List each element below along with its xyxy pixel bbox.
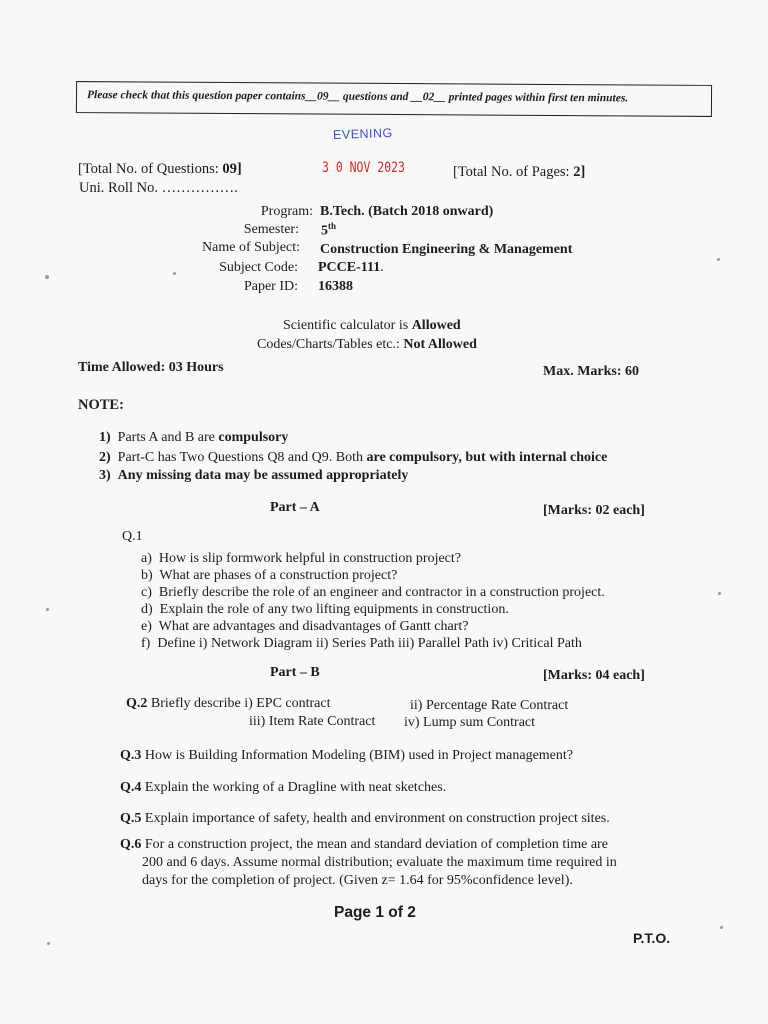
scan-speck	[720, 926, 723, 929]
q6-line-2: 200 and 6 days. Assume normal distribution; evaluate the maximum time required in	[142, 855, 617, 870]
q6-line-1: Q.6 For a construction project, the mean and standard deviation of completion time are	[120, 837, 608, 852]
note-title: NOTE:	[78, 397, 124, 413]
q2-option-iv: iv) Lump sum Contract	[404, 715, 536, 730]
part-b-marks: [Marks: 04 each]	[543, 668, 645, 683]
scan-speck	[717, 258, 720, 261]
total-pages: [Total No. of Pages: 2]	[453, 164, 586, 180]
part-a-title: Part – A	[270, 500, 320, 515]
q1-item-f: f) Define i) Network Diagram ii) Series Path iii) Parallel Path iv) Critical Path	[141, 636, 582, 651]
semester-label: Semester:	[243, 222, 299, 237]
note-item-3: 3) Any missing data may be assumed appropriately	[99, 468, 409, 483]
banner-text: Please check that this question paper contains__09__ questions and __02__ printed pages within first ten minutes.	[86, 89, 629, 105]
scan-speck	[45, 275, 49, 279]
code-value: PCCE-111.	[318, 260, 384, 275]
scan-speck	[46, 608, 49, 611]
part-b-title: Part – B	[270, 665, 320, 680]
scan-speck	[173, 272, 176, 275]
instruction-banner	[76, 81, 712, 117]
evening-stamp: EVENING	[332, 125, 393, 143]
q3: Q.3 How is Building Information Modeling (BIM) used in Project management?	[120, 748, 573, 763]
paper-id-label: Paper ID:	[243, 279, 298, 294]
q5: Q.5 Explain importance of safety, health and environment on construction project sites.	[120, 811, 610, 826]
q2: Q.2 Briefly describe i) EPC contract	[126, 696, 331, 711]
scan-speck	[718, 592, 721, 595]
semester-value: 5th	[321, 221, 337, 239]
program-label: Program:	[260, 204, 313, 219]
subject-value: Construction Engineering & Management	[320, 242, 573, 257]
q1-label: Q.1	[122, 529, 143, 544]
calculator-rule: Scientific calculator is Allowed	[283, 318, 461, 333]
q4: Q.4 Explain the working of a Dragline with neat sketches.	[120, 780, 447, 795]
q1-item-d: d) Explain the role of any two lifting equipments in construction.	[141, 602, 509, 617]
paper-id-value: 16388	[318, 279, 353, 294]
note-item-2: 2) Part-C has Two Questions Q8 and Q9. Both are compulsory, but with internal choice	[99, 450, 608, 465]
charts-rule: Codes/Charts/Tables etc.: Not Allowed	[257, 337, 477, 352]
program-value: B.Tech. (Batch 2018 onward)	[320, 204, 494, 219]
page-number: Page 1 of 2	[334, 904, 416, 921]
time-allowed: Time Allowed: 03 Hours	[78, 360, 224, 375]
roll-number: Uni. Roll No. …………….	[79, 180, 238, 196]
q1-item-b: b) What are phases of a construction project?	[141, 568, 398, 583]
code-label: Subject Code:	[219, 260, 298, 275]
q1-item-e: e) What are advantages and disadvantages of Gantt chart?	[141, 619, 469, 634]
part-a-marks: [Marks: 02 each]	[543, 503, 645, 518]
subject-label: Name of Subject:	[202, 240, 300, 255]
q6-line-3: days for the completion of project. (Given z= 1.64 for 95%confidence level).	[142, 873, 573, 888]
pto-label: P.T.O.	[633, 930, 671, 946]
date-stamp: 3 0 NOV 2023	[322, 160, 405, 176]
q2-option-iii: iii) Item Rate Contract	[249, 714, 376, 729]
q1-item-a: a) How is slip formwork helpful in construction project?	[141, 551, 461, 566]
scan-speck	[47, 942, 50, 945]
total-questions: [Total No. of Questions: 09]	[78, 161, 242, 177]
q1-item-c: c) Briefly describe the role of an engineer and contractor in a construction project.	[141, 585, 605, 600]
note-item-1: 1) Parts A and B are compulsory	[99, 430, 289, 445]
max-marks: Max. Marks: 60	[543, 364, 640, 379]
q2-option-ii: ii) Percentage Rate Contract	[410, 698, 569, 713]
